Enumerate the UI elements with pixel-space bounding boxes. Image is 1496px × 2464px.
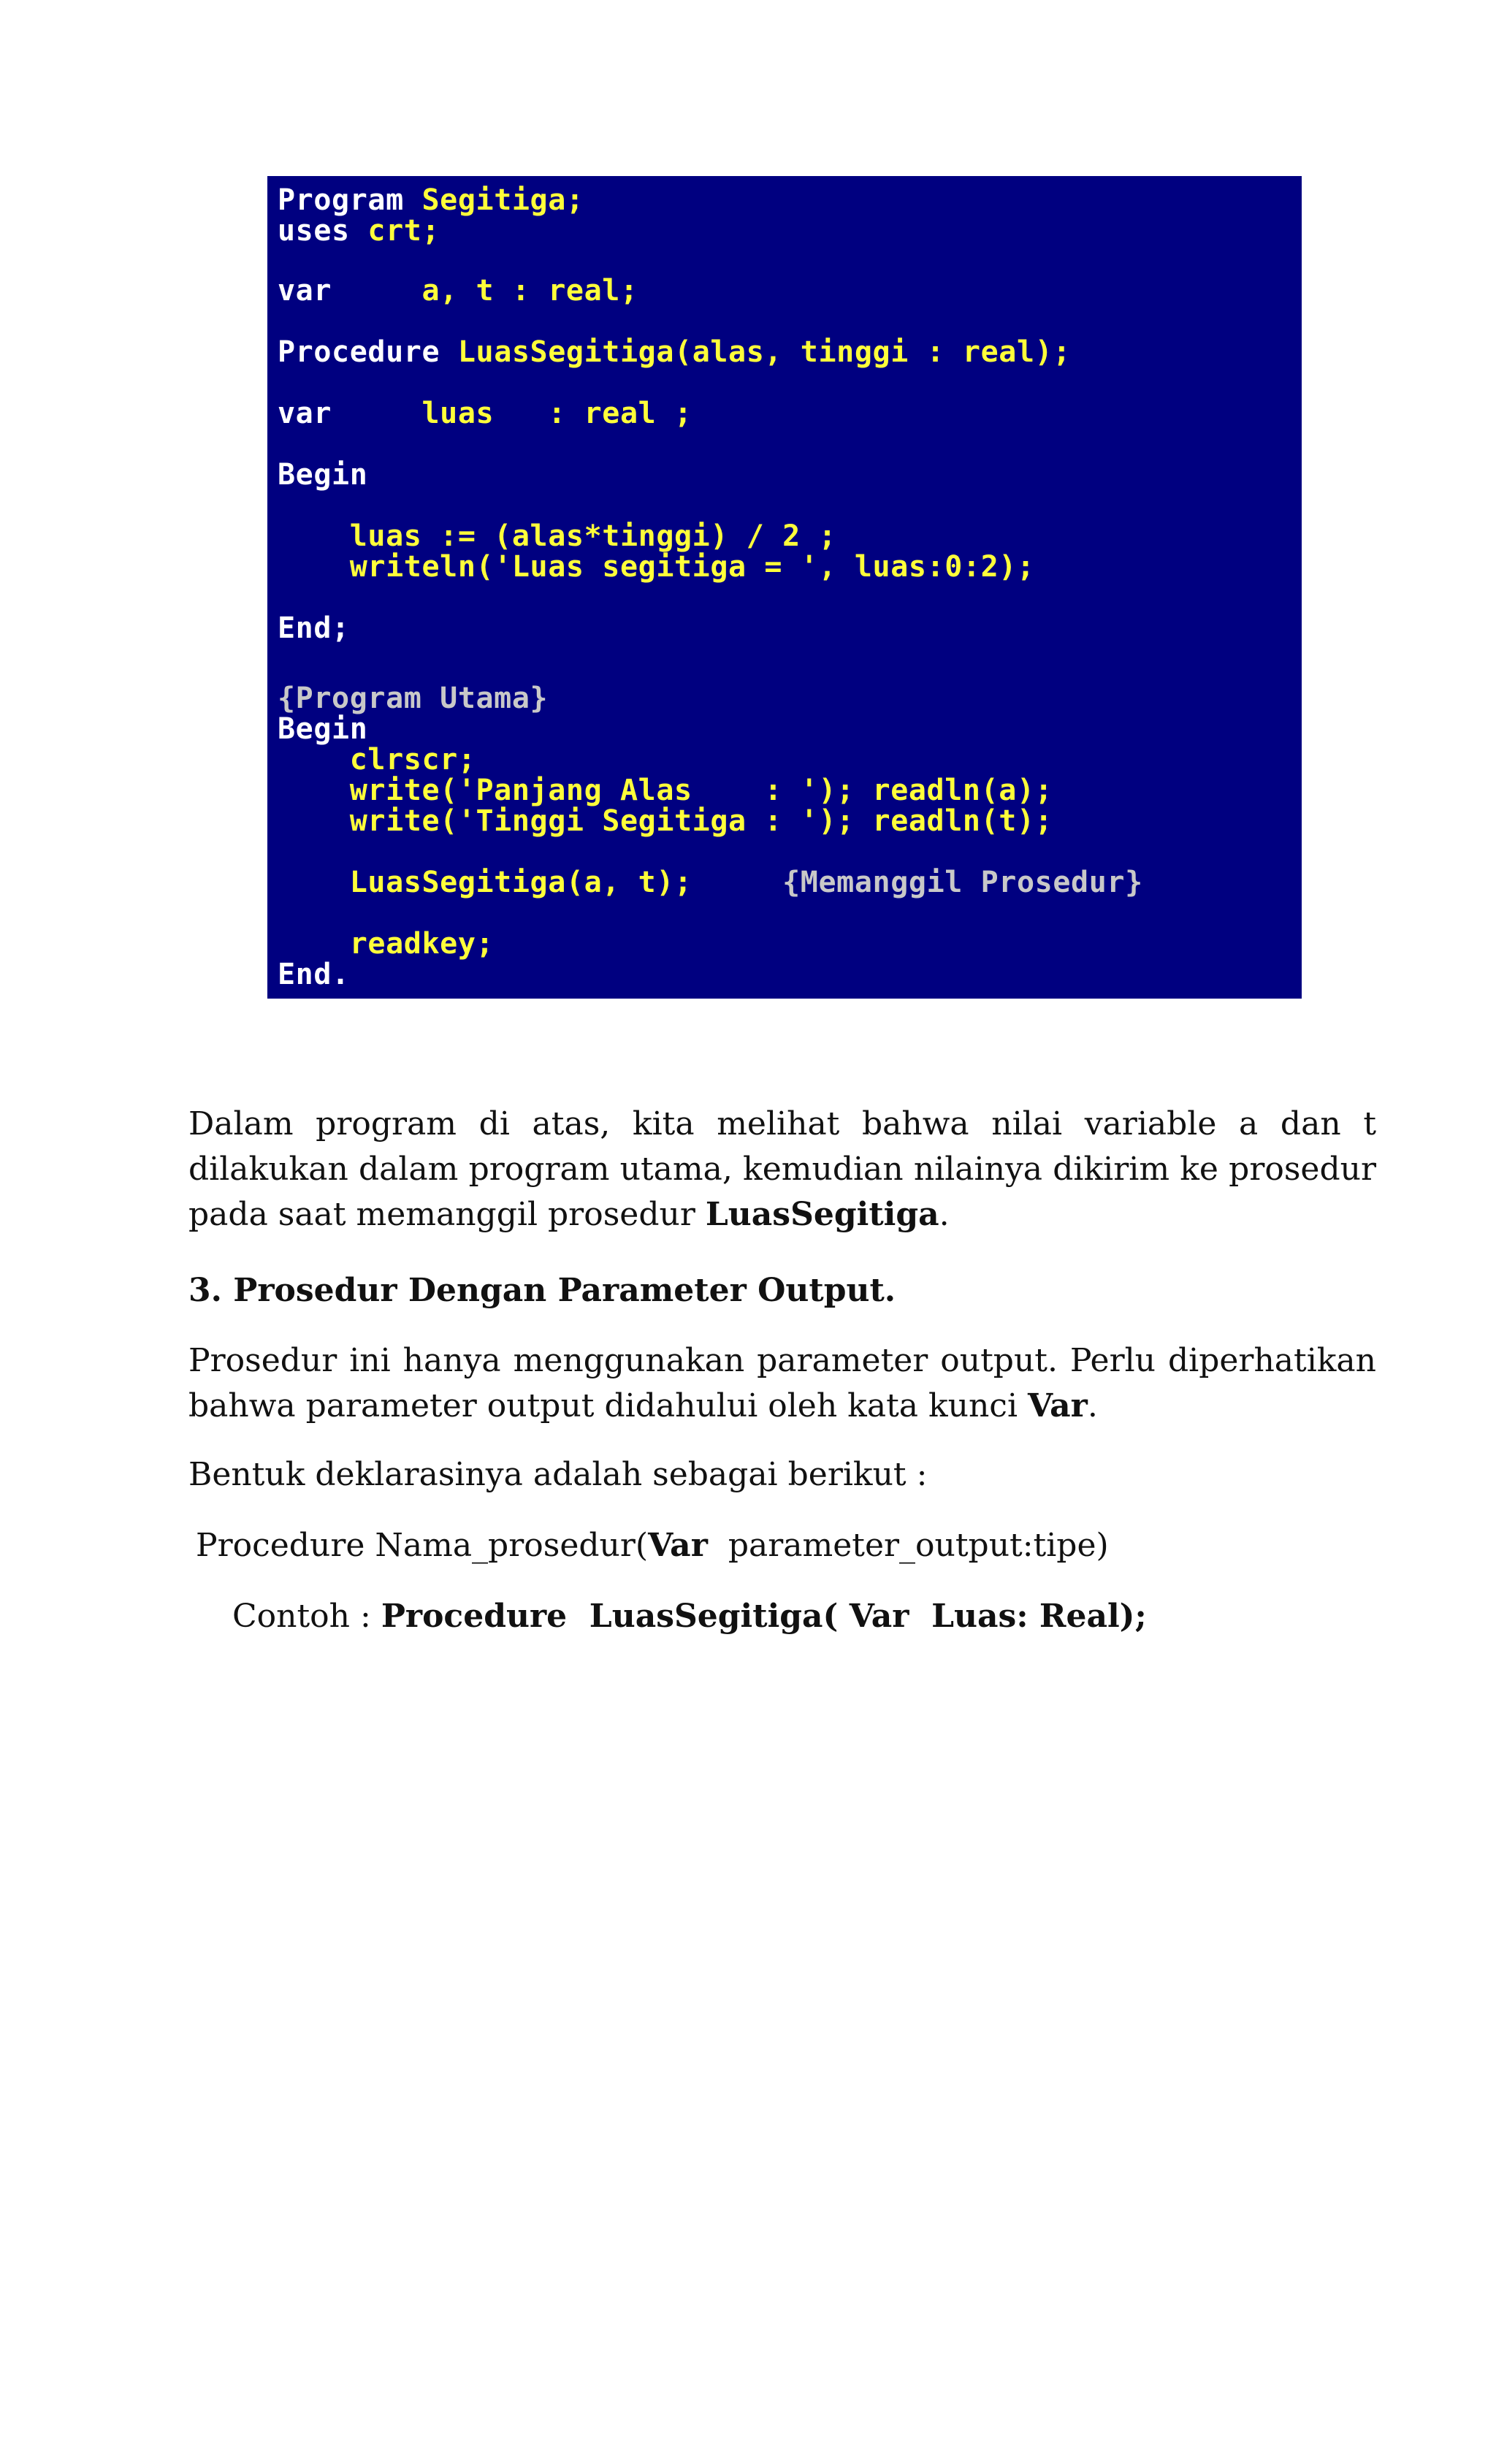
declaration-syntax-end: parameter_output:tipe) [707, 1527, 1109, 1564]
procedure-name-bold: LuasSegitiga [705, 1196, 939, 1233]
code-line [278, 613, 350, 644]
code-token: luas : real ; [421, 397, 692, 430]
code-line [278, 185, 584, 215]
code-screenshot [267, 176, 1302, 999]
code-line [278, 806, 1053, 836]
example-code-bold: Procedure LuasSegitiga( Var Luas: Real); [381, 1598, 1147, 1635]
code-line [278, 215, 440, 246]
code-line [278, 275, 638, 306]
code-token: luas := (alas*tinggi) / 2 ; [278, 519, 837, 553]
declaration-syntax-start: Procedure Nama_prosedur( [196, 1527, 649, 1564]
code-line [278, 459, 367, 490]
example-line [232, 1594, 1420, 1639]
code-token: Program [278, 183, 422, 217]
paragraph-explanation [188, 1102, 1376, 1237]
paragraph-explanation-text: Dalam program di atas, kita melihat bahwa nilai variable a dan t dilakukan dalam program utama, kemudian nilainya dikirim ke prosedur pada saat memanggil prosedur [188, 1105, 1376, 1233]
code-token: var [278, 274, 422, 308]
code-token: write('Panjang Alas : '); readln(a); [278, 774, 1053, 807]
code-line [278, 744, 476, 775]
code-token: End; [278, 611, 350, 645]
var-keyword-bold: Var [1028, 1387, 1088, 1424]
paragraph-output-end: . [1087, 1387, 1098, 1424]
code-token: End. [278, 958, 350, 991]
code-line [278, 337, 1071, 367]
paragraph-output-parameter [188, 1338, 1376, 1429]
code-token: Segitiga; [421, 183, 584, 217]
code-line [278, 775, 1053, 806]
code-token: crt; [367, 214, 440, 248]
code-line [278, 683, 548, 714]
code-token: uses [278, 214, 368, 248]
code-line [278, 928, 494, 959]
code-line [278, 552, 1035, 582]
code-token: LuasSegitiga(a, t); [278, 866, 783, 899]
declaration-var-bold: Var [648, 1527, 708, 1564]
code-token: writeln('Luas segitiga = ', luas:0:2); [278, 550, 1035, 584]
section-heading: 3. Prosedur Dengan Parameter Output. [188, 1272, 896, 1309]
paragraph-output-text: Prosedur ini hanya menggunakan parameter output. Perlu diperhatikan bahwa parameter output didahului oleh kata kunci [188, 1342, 1376, 1424]
code-token: {Program Utama} [278, 682, 549, 715]
declaration-syntax [196, 1523, 1384, 1568]
code-line [278, 398, 692, 429]
paragraph-explanation-end: . [939, 1196, 950, 1233]
code-token: readkey; [278, 927, 495, 961]
code-token: write('Tinggi Segitiga : '); readln(t); [278, 804, 1053, 838]
code-token: Begin [278, 712, 368, 746]
code-line [278, 867, 1143, 898]
code-token: clrscr; [278, 743, 476, 777]
code-line [278, 521, 836, 552]
code-token: Begin [278, 458, 368, 492]
code-token: {Memanggil Prosedur} [782, 866, 1143, 899]
code-line [278, 959, 350, 990]
example-label: Contoh : [232, 1598, 381, 1635]
code-token: LuasSegitiga(alas, tinggi : real); [457, 335, 1072, 369]
code-line [278, 714, 367, 744]
paragraph-declaration-intro: Bentuk deklarasinya adalah sebagai berikut : [188, 1456, 928, 1493]
code-token: Procedure [278, 335, 458, 369]
code-token: var [278, 397, 422, 430]
code-token: a, t : real; [421, 274, 638, 308]
